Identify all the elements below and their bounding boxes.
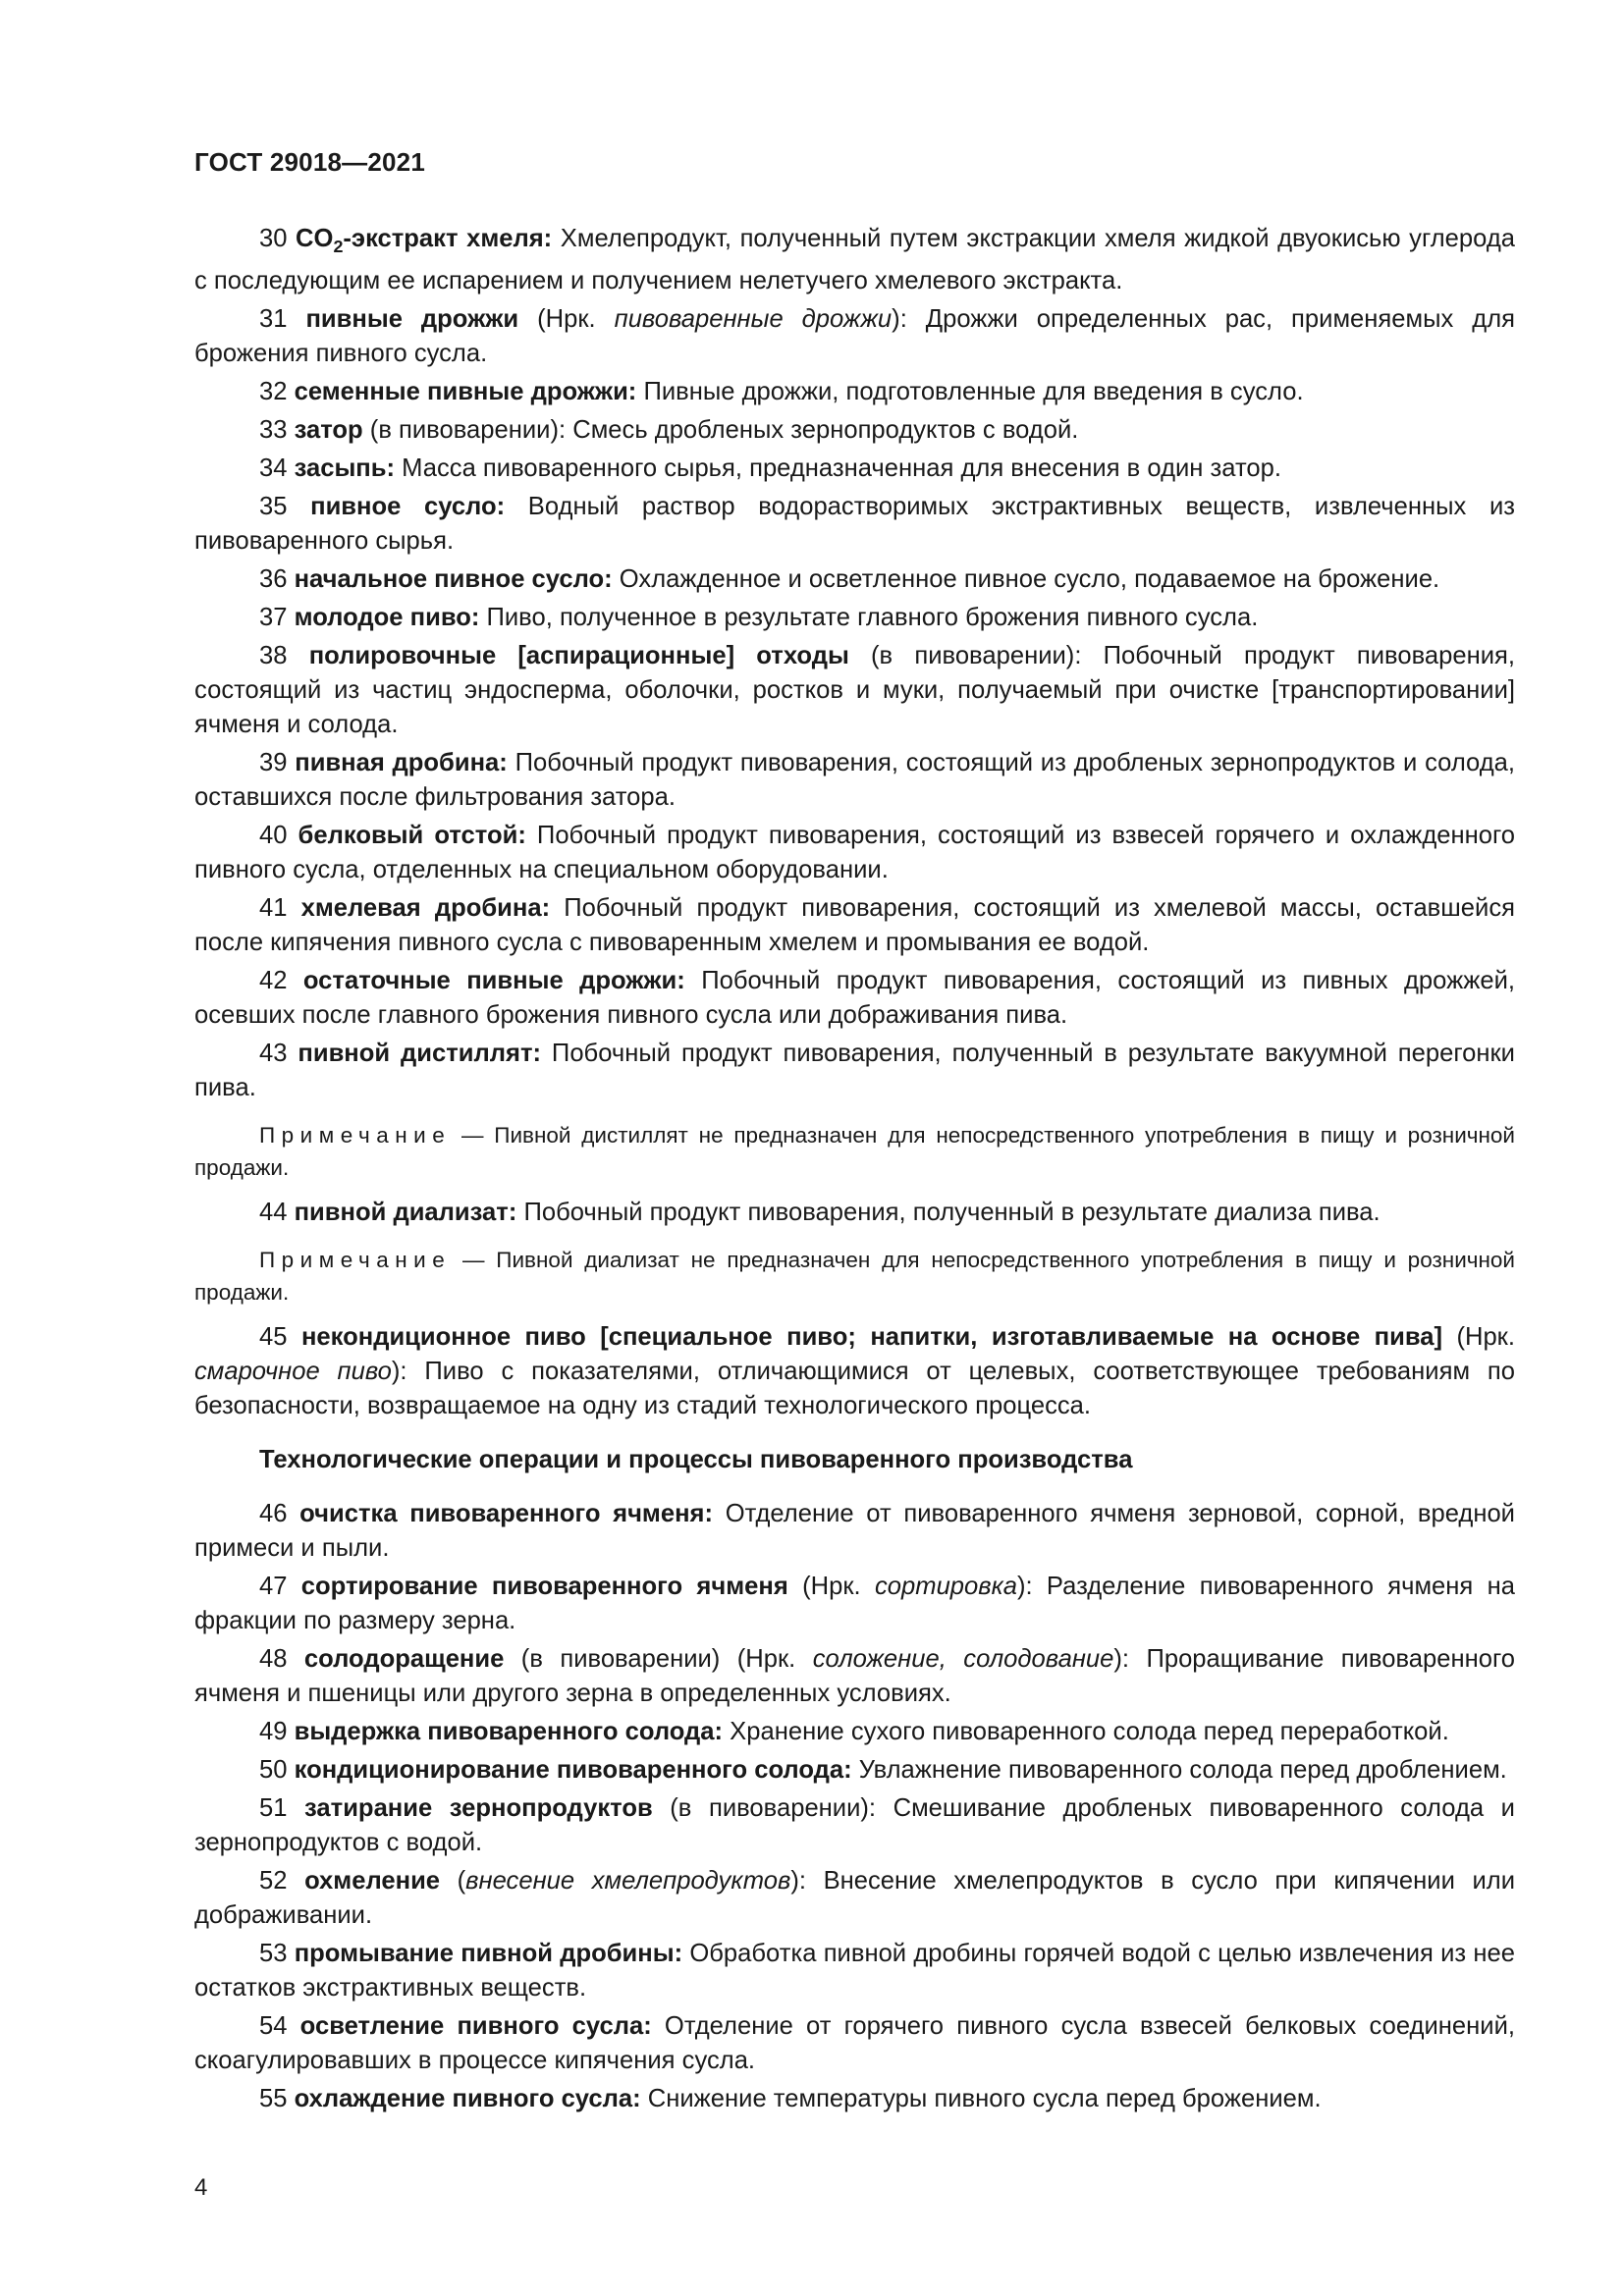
term-entry [194, 1937, 1515, 2005]
term-text: 42 [259, 967, 303, 995]
term-entry [194, 639, 1515, 742]
term-text: (в пивоварении) (Нрк. [504, 1645, 813, 1674]
term-text: (в пивоварении): Побочный продукт пивоварения, состоящий из частиц эндосперма, оболочки, ростков и муки, получаемый при очистке [транспортировании] ячменя и солода. [194, 642, 1515, 739]
term-entry [194, 746, 1515, 815]
term-entry [194, 452, 1515, 486]
term-entry [194, 413, 1515, 448]
term-name: пивной диализат: [294, 1199, 517, 1227]
term-text: 30 [259, 225, 297, 252]
document-header: ГОСТ 29018—2021 [194, 147, 425, 177]
term-text: 43 [259, 1040, 298, 1068]
term-name: осветление пивного сусла: [299, 2012, 652, 2041]
term-text: 50 [259, 1756, 295, 1785]
term-synonym: сортировка [874, 1573, 1017, 1601]
term-name: солодоращение [303, 1645, 505, 1674]
term-name: затор [294, 416, 363, 445]
term-text: Побочный продукт пивоварения, состоящий из хмелевой массы, оставшейся после кипячения пивного сусла с пивоваренным хмелем и промывания ее водой. [194, 894, 1515, 957]
term-text: 40 [259, 822, 298, 850]
term-text: Обработка пивной дробины горячей водой с целью извлечения из нее остатков экстрактивных веществ. [194, 1940, 1515, 2002]
term-name: -экстракт хмеля: [343, 225, 553, 252]
note-text: — Пивной дистиллят не предназначен для непосредственного употребления в пищу и розничной продажи. [194, 1123, 1515, 1181]
term-synonym: внесение хмелепродуктов [465, 1867, 791, 1896]
term-name: пивная дробина: [295, 749, 508, 777]
term-text: 55 [259, 2085, 295, 2113]
term-text: (в пивоварении): Смешивание дробленых пивоваренного солода и зернопродуктов с водой. [194, 1794, 1515, 1857]
term-text: 38 [259, 642, 309, 670]
term-entry [194, 819, 1515, 887]
term-entry [194, 302, 1515, 371]
term-entry [194, 2082, 1515, 2116]
term-text: 54 [259, 2012, 300, 2041]
term-text: (Нрк. [518, 305, 615, 334]
term-name: кондиционирование пивоваренного солода: [294, 1756, 852, 1785]
term-entry [194, 891, 1515, 960]
term-entry [194, 562, 1515, 597]
note-label: Примечание [259, 1248, 452, 1273]
term-name: остаточные пивные дрожжи: [302, 967, 685, 995]
note [194, 1244, 1515, 1308]
term-entry [194, 1864, 1515, 1933]
term-text: 53 [259, 1940, 295, 1968]
term-text: ): Пиво с показателями, отличающимися от целевых, соответствующее требованиям по безопасности, возвращаемое на одну из стадий технологического процесса. [194, 1358, 1515, 1420]
term-name: выдержка пивоваренного солода: [294, 1718, 724, 1746]
term-text: Пиво, полученное в результате главного брожения пивного сусла. [479, 604, 1259, 632]
term-text: 39 [259, 749, 296, 777]
term-text: 47 [259, 1573, 301, 1601]
term-text: 36 [259, 565, 295, 594]
term-name: CO [296, 225, 334, 252]
term-text: (Нрк. [787, 1573, 875, 1601]
term-text: 37 [259, 604, 295, 632]
term-synonym: смарочное пиво [194, 1358, 392, 1386]
note-text: — Пивной диализат не предназначен для непосредственного употребления в пищу и розничной продажи. [194, 1248, 1515, 1306]
term-entry [194, 490, 1515, 559]
term-text: Водный раствор водорастворимых экстрактивных веществ, извлеченных из пивоваренного сырья. [194, 493, 1515, 556]
term-entry [194, 1791, 1515, 1860]
term-name: семенные пивные дрожжи: [294, 378, 637, 406]
term-name: полировочные [аспирационные] отходы [308, 642, 849, 670]
term-name: засыпь: [294, 454, 396, 483]
term-text: Отделение от пивоваренного ячменя зерновой, сорной, вредной примеси и пыли. [194, 1500, 1515, 1563]
term-text: 45 [259, 1323, 301, 1352]
term-text: 51 [259, 1794, 305, 1823]
term-text: 49 [259, 1718, 295, 1746]
term-entry [194, 1753, 1515, 1788]
term-text: Масса пивоваренного сырья, предназначенная для внесения в один затор. [395, 454, 1281, 483]
term-text: (в пивоварении): Смесь дробленых зернопродуктов с водой. [362, 416, 1079, 445]
term-text: 44 [259, 1199, 295, 1227]
term-name: хмелевая дробина: [300, 894, 551, 923]
term-text: ): Дрожжи определенных рас, применяемых для брожения пивного сусла. [194, 305, 1515, 368]
term-text: 41 [259, 894, 301, 923]
note [194, 1119, 1515, 1184]
note-label: Примечание [259, 1123, 452, 1148]
term-entry [194, 375, 1515, 409]
term-text: ): Внесение хмелепродуктов в сусло при кипячении или дображивании. [194, 1867, 1516, 1930]
term-entry [194, 2009, 1515, 2078]
term-entry [194, 601, 1515, 635]
page-number: 4 [194, 2174, 208, 2201]
term-name: очистка пивоваренного ячменя: [299, 1500, 714, 1528]
term-synonym: пивоваренные дрожжи [614, 305, 893, 334]
term-text: 31 [259, 305, 306, 334]
term-text: 32 [259, 378, 295, 406]
term-name: пивное сусло: [310, 493, 506, 521]
term-entry [194, 1037, 1515, 1105]
term-text: 33 [259, 416, 295, 445]
term-name: некондиционное пиво [специальное пиво; напитки, изготавливаемые на основе пива] [300, 1323, 1442, 1352]
term-text: Хмелепродукт, полученный путем экстракции хмеля жидкой двуокисью углерода с последующим ее испарением и получением нелетучего хмелевого экстракта. [194, 225, 1515, 295]
term-name: сортирование пивоваренного ячменя [300, 1573, 788, 1601]
term-name: пивной дистиллят: [298, 1040, 542, 1068]
term-text: (Нрк. [1441, 1323, 1515, 1352]
term-text: Побочный продукт пивоварения, состоящий из взвесей горячего и охлажденного пивного сусла, отделенных на специальном оборудовании. [194, 822, 1515, 884]
term-name: молодое пиво: [294, 604, 480, 632]
term-text: 48 [259, 1645, 304, 1674]
term-name: пивные дрожжи [305, 305, 519, 334]
term-text: ): Разделение пивоваренного ячменя на фракции по размеру зерна. [194, 1573, 1515, 1635]
term-text: Охлажденное и осветленное пивное сусло, подаваемое на брожение. [612, 565, 1440, 594]
term-entry [194, 1642, 1515, 1711]
term-text: 35 [259, 493, 311, 521]
term-entry [194, 1497, 1515, 1566]
term-text: Снижение температуры пивного сусла перед брожением. [640, 2085, 1322, 2113]
term-name: белковый отстой: [298, 822, 526, 850]
term-text: 52 [259, 1867, 305, 1896]
term-text: Увлажнение пивоваренного солода перед дроблением. [851, 1756, 1507, 1785]
term-name: затирание зернопродуктов [304, 1794, 653, 1823]
term-text: 34 [259, 454, 295, 483]
term-entry [194, 222, 1515, 298]
term-entry [194, 1570, 1515, 1638]
term-text: Побочный продукт пивоварения, полученный в результате вакуумной перегонки пива. [194, 1040, 1515, 1102]
term-entry [194, 964, 1515, 1033]
term-name: охмеление [304, 1867, 441, 1896]
term-text: Пивные дрожжи, подготовленные для введения в сусло. [636, 378, 1304, 406]
term-text: ( [440, 1867, 466, 1896]
term-text: ): Проращивание пивоваренного ячменя и пшеницы или другого зерна в определенных условиях. [194, 1645, 1515, 1708]
term-synonym: соложение, солодование [812, 1645, 1114, 1674]
term-entry [194, 1715, 1515, 1749]
term-name: промывание пивной дробины: [294, 1940, 683, 1968]
term-text: 46 [259, 1500, 300, 1528]
term-name: охлаждение пивного сусла: [294, 2085, 641, 2113]
term-entry [194, 1196, 1515, 1230]
term-name: начальное пивное сусло: [294, 565, 613, 594]
term-text: Хранение сухого пивоваренного солода перед переработкой. [723, 1718, 1449, 1746]
term-text: Отделение от горячего пивного сусла взвесей белковых соединений, скоагулировавших в процессе кипячения сусла. [194, 2012, 1515, 2075]
document-body [194, 222, 1515, 2120]
term-text: Побочный продукт пивоварения, состоящий из пивных дрожжей, осевших после главного брожения пивного сусла или дображивания пива. [194, 967, 1515, 1030]
term-text: Побочный продукт пивоварения, состоящий из дробленых зернопродуктов и солода, оставшихся после фильтрования затора. [194, 749, 1515, 812]
term-text: 2 [333, 237, 344, 257]
section-heading: Технологические операции и процессы пивоваренного производства [259, 1446, 1133, 1474]
term-entry [194, 1320, 1515, 1423]
term-text: Побочный продукт пивоварения, полученный в результате диализа пива. [516, 1199, 1380, 1227]
